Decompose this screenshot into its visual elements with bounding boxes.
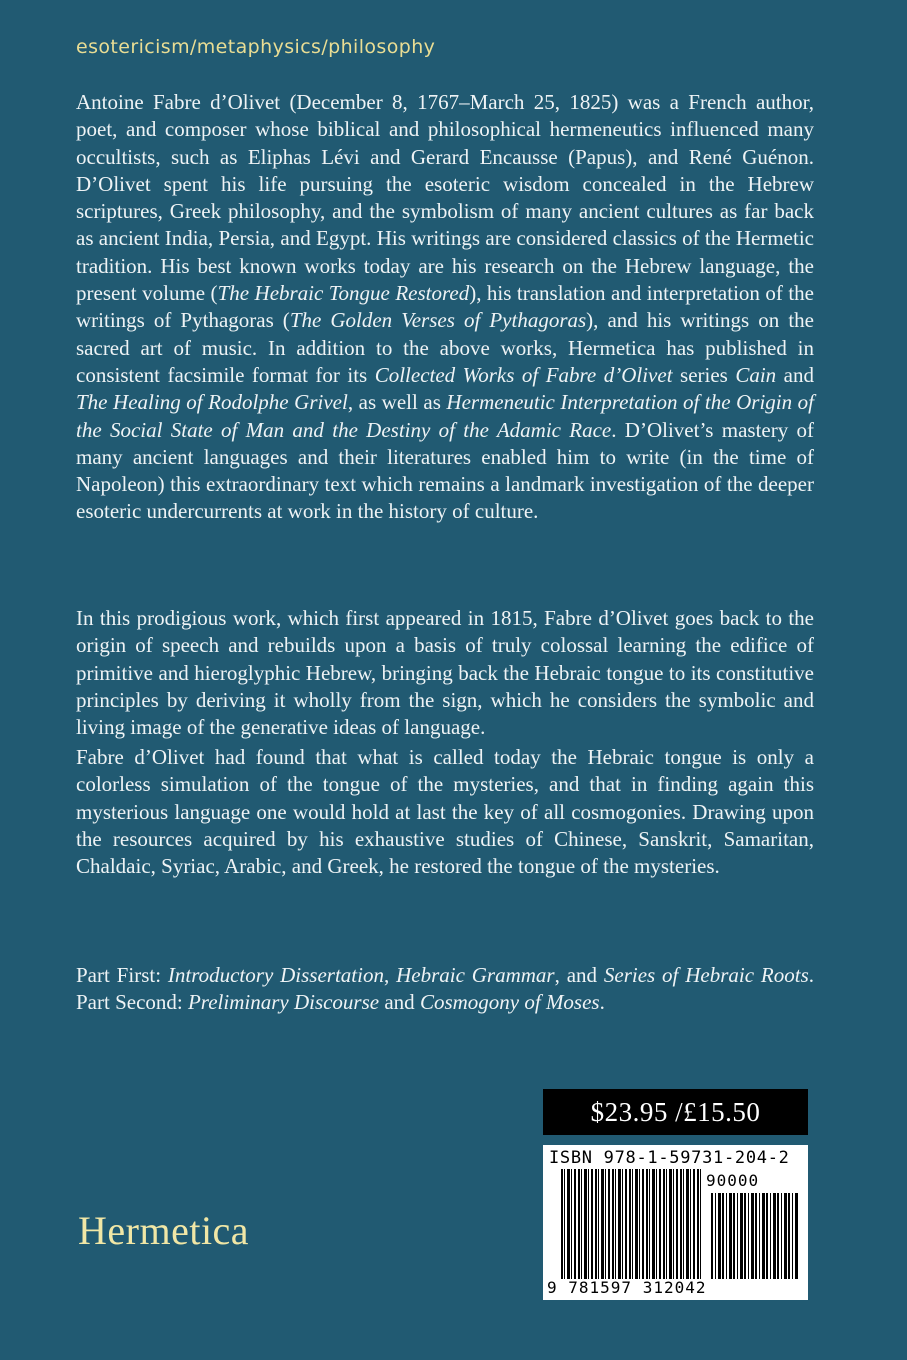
publisher-name: Hermetica: [78, 1208, 250, 1253]
italic-title: The Healing of Rodolphe Grivel: [76, 390, 348, 415]
italic-title: Cain: [735, 362, 777, 387]
italic-title: Collected Works of Fabre d’Olivet: [374, 362, 673, 387]
ean-digits: 9 781597 312042: [547, 1278, 707, 1297]
text-run: and: [776, 362, 814, 387]
text-run: In this prodigious work, which first appeared in 1815, Fabre d’Olivet goes back to the origin of speech and rebuilds upon a basis of truly colossal learning the edifice of primitive and hieroglyphic Hebrew, bringing back the Hebraic tongue to its constitutive principles by deriving it wholly from the sign, which he considers the symbolic and living image of the generative ideas of language.: [76, 606, 814, 740]
description-paragraph-3: [76, 744, 814, 880]
italic-title: The Golden Verses of Pythagoras: [289, 308, 587, 333]
italic-title: Preliminary Discourse: [187, 990, 380, 1015]
isbn-barcode: [543, 1145, 808, 1300]
text-run: Fabre d’Olivet had found that what is called today the Hebraic tongue is only a colorless simulation of the tongue of the mysteries, and that in finding again this mysterious language one would hold at last the key of all cosmogonies. Drawing upon the resources acquired by his exhaustive studies of Chinese, Sanskrit, Samaritan, Chaldaic, Syriac, Arabic, and Greek, he restored the tongue of the mysteries.: [76, 745, 814, 879]
text-run: . D’Olivet’s mastery of many ancient languages and their literatures enabled him to write (in the time of Napoleon) this extraordinary text which remains a landmark investigation of the deeper esoteric undercurrents at work in the history of culture.: [76, 417, 815, 524]
italic-title: Series of Hebraic Roots: [603, 963, 809, 987]
text-run: Part First:: [76, 963, 168, 987]
italic-title: Cosmogony of Moses: [419, 990, 600, 1015]
price-box: $23.95 /£15.50: [543, 1089, 808, 1135]
text-run: Antoine Fabre d’Olivet (December 8, 1767–March 25, 1825) was a French author, poet, and composer whose biblical and philosophical hermeneutics influenced many occultists, such as Eliphas Lévi and Gerard Encausse (Papus), and René Guénon. D’Olivet spent his life pursuing the esoteric wisdom concealed in the Hebrew scriptures, Greek philosophy, and the symbolism of many ancient cultures as far back as ancient India, Persia, and Egypt. His writings are considered classics of the Hermetic tradition. His best known works today are his research on the Hebrew language, the present volume (: [76, 90, 814, 306]
text-run: and: [379, 990, 420, 1015]
text-run: ), his translation and interpretation of the writings of Pythagoras (: [76, 281, 814, 333]
description-paragraph-1: [76, 89, 814, 526]
text-run: , and: [554, 963, 604, 987]
price-addon-code: 90000: [706, 1171, 760, 1190]
isbn-label: ISBN 978-1-59731-204-2: [549, 1148, 790, 1168]
description-paragraph-2: [76, 605, 814, 741]
text-run: . Part Second:: [76, 963, 814, 1015]
category-tagline: esotericism/metaphysics/philosophy: [76, 36, 436, 58]
italic-title: Introductory Dissertation: [167, 963, 384, 987]
italic-title: Hermeneutic Interpretation of the Origin of the Social State of Man and the Destiny of the Adamic Race: [76, 390, 814, 442]
text-run: series: [672, 362, 736, 387]
addon-bars: [711, 1193, 799, 1279]
ean-bars: [561, 1169, 701, 1279]
italic-title: The Hebraic Tongue Restored: [217, 281, 470, 306]
contents-paragraph: [76, 962, 814, 1017]
italic-title: Hebraic Grammar: [396, 963, 555, 987]
text-run: , as well as: [347, 390, 447, 415]
text-run: .: [599, 990, 605, 1015]
text-run: ,: [383, 963, 397, 987]
text-run: ), and his writings on the sacred art of music. In addition to the above works, Hermetica has published in consistent facsimile format for its: [76, 308, 814, 387]
